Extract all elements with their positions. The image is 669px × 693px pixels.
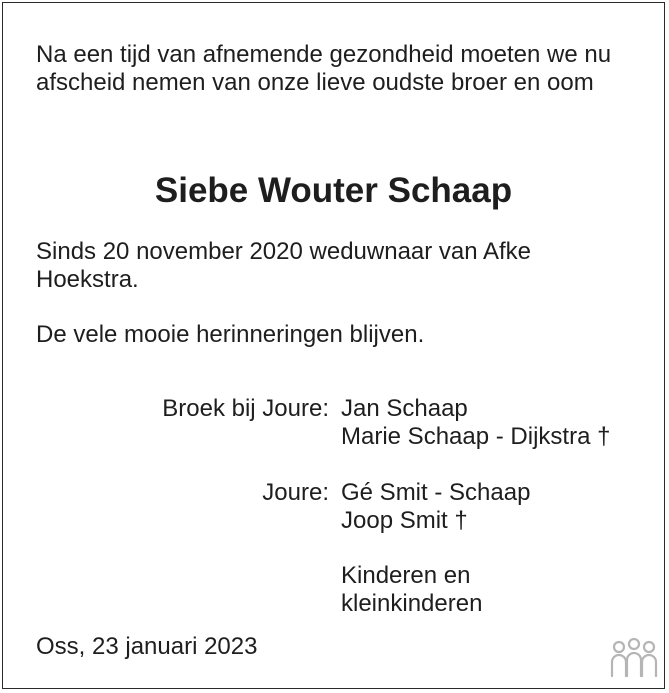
memories-text: De vele mooie herinneringen blijven.: [36, 321, 425, 348]
family-name: Jan Schaap: [341, 395, 468, 422]
place-date: Oss, 23 januari 2023: [36, 633, 258, 660]
family-name: Joop Smit †: [341, 507, 468, 534]
deceased-name: Siebe Wouter Schaap: [154, 171, 513, 210]
widow-text: Sinds 20 november 2020 weduwnaar van Afke Hoekstra.: [36, 238, 531, 293]
place-joure: Joure:: [262, 479, 329, 506]
children-line: kleinkinderen: [341, 590, 483, 617]
family-name: Gé Smit - Schaap: [341, 479, 531, 506]
obituary-card: [2, 2, 665, 689]
children-line: Kinderen en: [341, 562, 471, 589]
intro-text: Na een tijd van afnemende gezondheid moeten we nu afscheid nemen van onze lieve oudste broer en oom: [36, 41, 612, 96]
family-logo-icon: [608, 636, 660, 680]
place-broek-bij-joure: Broek bij Joure:: [162, 395, 329, 422]
family-name: Marie Schaap - Dijkstra †: [341, 423, 611, 450]
